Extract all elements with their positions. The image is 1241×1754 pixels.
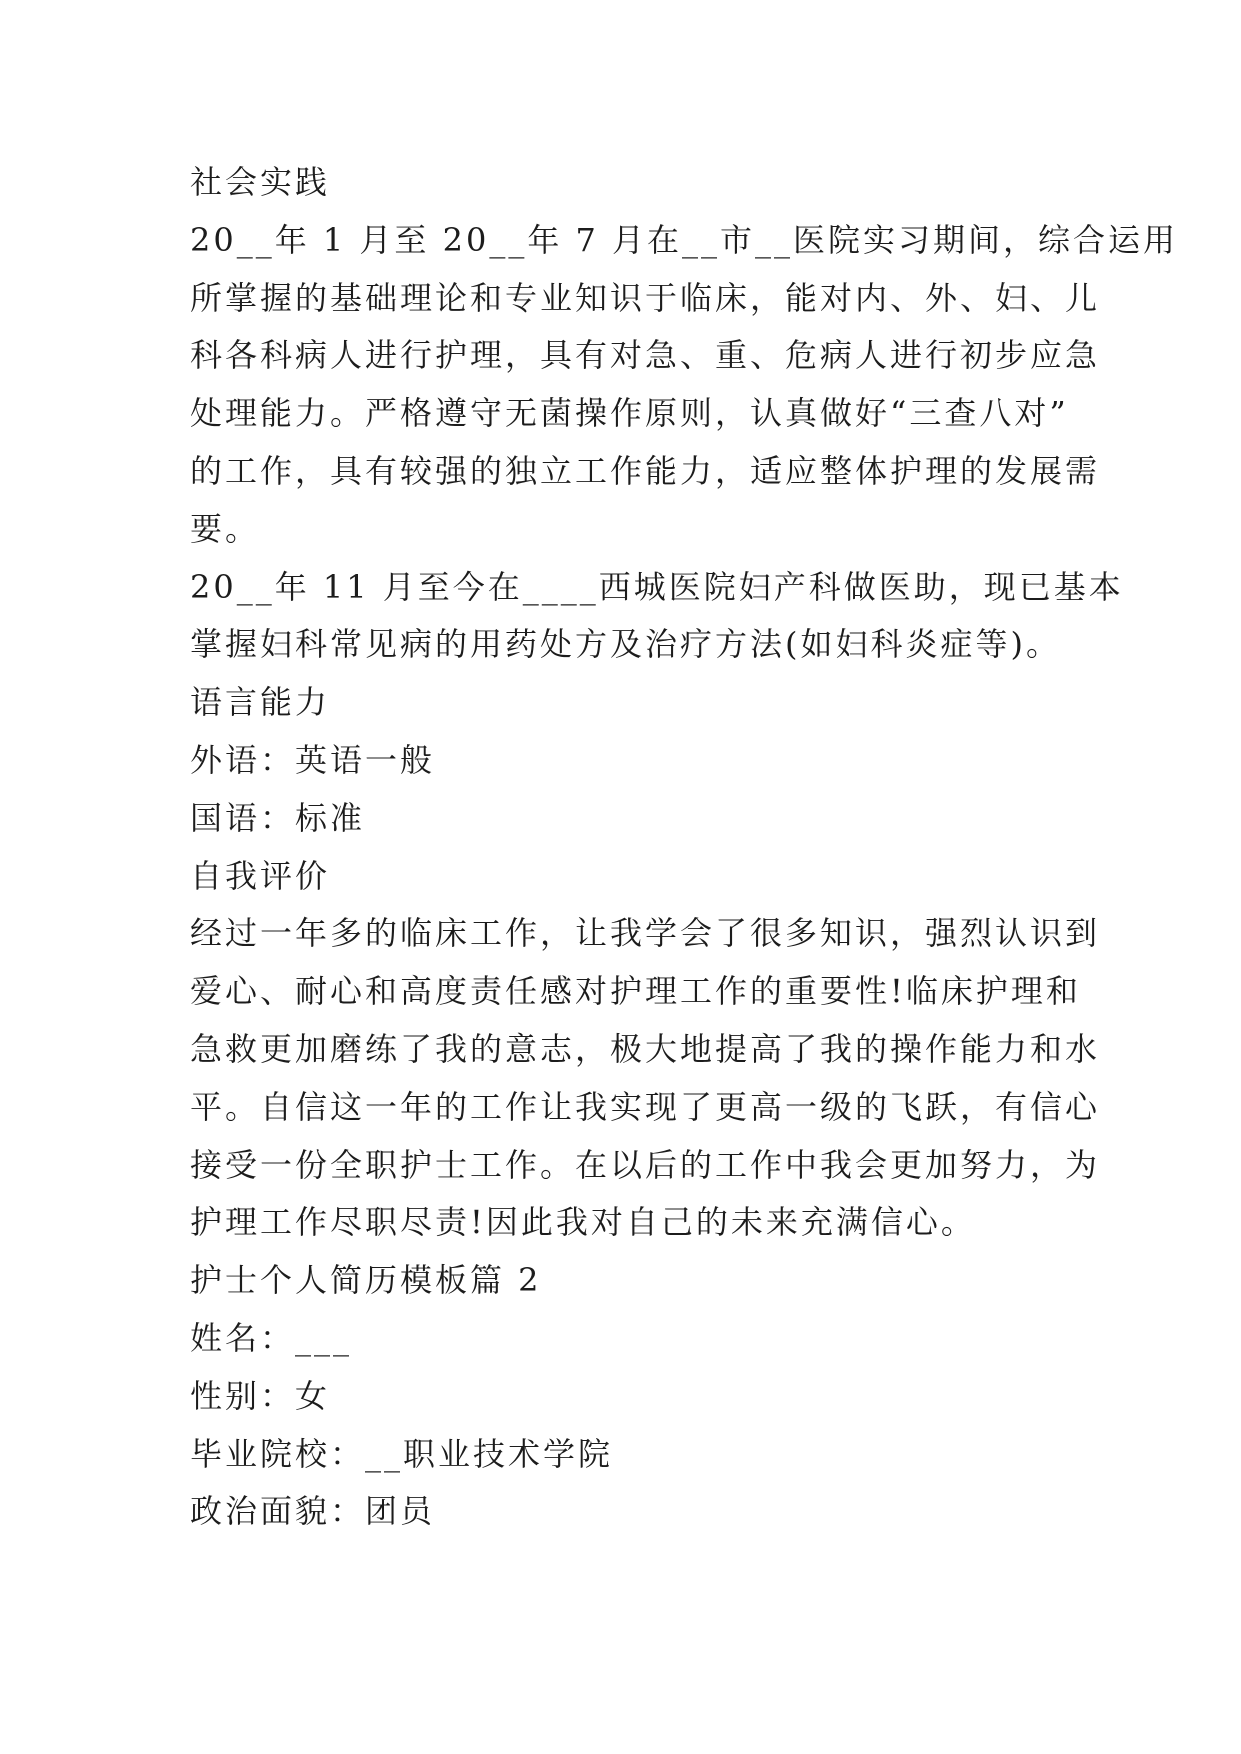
foreign-language-line: 外语：英语一般	[190, 740, 436, 779]
paragraph-line: 20__年 1 月至 20__年 7 月在__市__医院实习期间，综合运用	[190, 220, 1179, 259]
paragraph-line: 处理能力。严格遵守无菌操作原则，认真做好“三查八对”	[190, 394, 1069, 433]
paragraph-line: 的工作，具有较强的独立工作能力，适应整体护理的发展需	[190, 451, 1101, 490]
paragraph-line: 急救更加磨练了我的意志，极大地提高了我的操作能力和水	[190, 1029, 1101, 1068]
mandarin-line: 国语：标准	[190, 798, 366, 837]
section-heading-self-evaluation: 自我评价	[190, 856, 331, 895]
school-field-line: 毕业院校：__职业技术学院	[190, 1434, 614, 1473]
paragraph-line: 接受一份全职护士工作。在以后的工作中我会更加努力，为	[190, 1145, 1101, 1184]
paragraph-line: 所掌握的基础理论和专业知识于临床，能对内、外、妇、儿	[190, 278, 1101, 317]
section-heading-language-ability: 语言能力	[190, 683, 331, 722]
paragraph-line: 爱心、耐心和高度责任感对护理工作的重要性!临床护理和	[190, 972, 1081, 1011]
section-heading-resume-template-2: 护士个人简历模板篇 2	[190, 1261, 542, 1300]
paragraph-line: 掌握妇科常见病的用药处方及治疗方法(如妇科炎症等)。	[190, 625, 1061, 664]
paragraph-line: 20__年 11 月至今在____西城医院妇产科做医助，现已基本	[190, 567, 1124, 606]
paragraph-line: 护理工作尽职尽责!因此我对自己的未来充满信心。	[190, 1203, 976, 1242]
document-body	[190, 154, 1179, 1541]
gender-field-line: 性别：女	[190, 1376, 331, 1415]
paragraph-line: 科各科病人进行护理，具有对急、重、危病人进行初步应急	[190, 336, 1101, 375]
paragraph-line: 平。自信这一年的工作让我实现了更高一级的飞跃，有信心	[190, 1087, 1101, 1126]
section-heading-social-practice: 社会实践	[190, 163, 331, 201]
paragraph-line: 经过一年多的临床工作，让我学会了很多知识，强烈认识到	[190, 914, 1101, 953]
name-field-line: 姓名：___	[190, 1318, 353, 1357]
political-status-field-line: 政治面貌：团员	[190, 1492, 436, 1531]
paragraph-line: 要。	[190, 509, 261, 548]
